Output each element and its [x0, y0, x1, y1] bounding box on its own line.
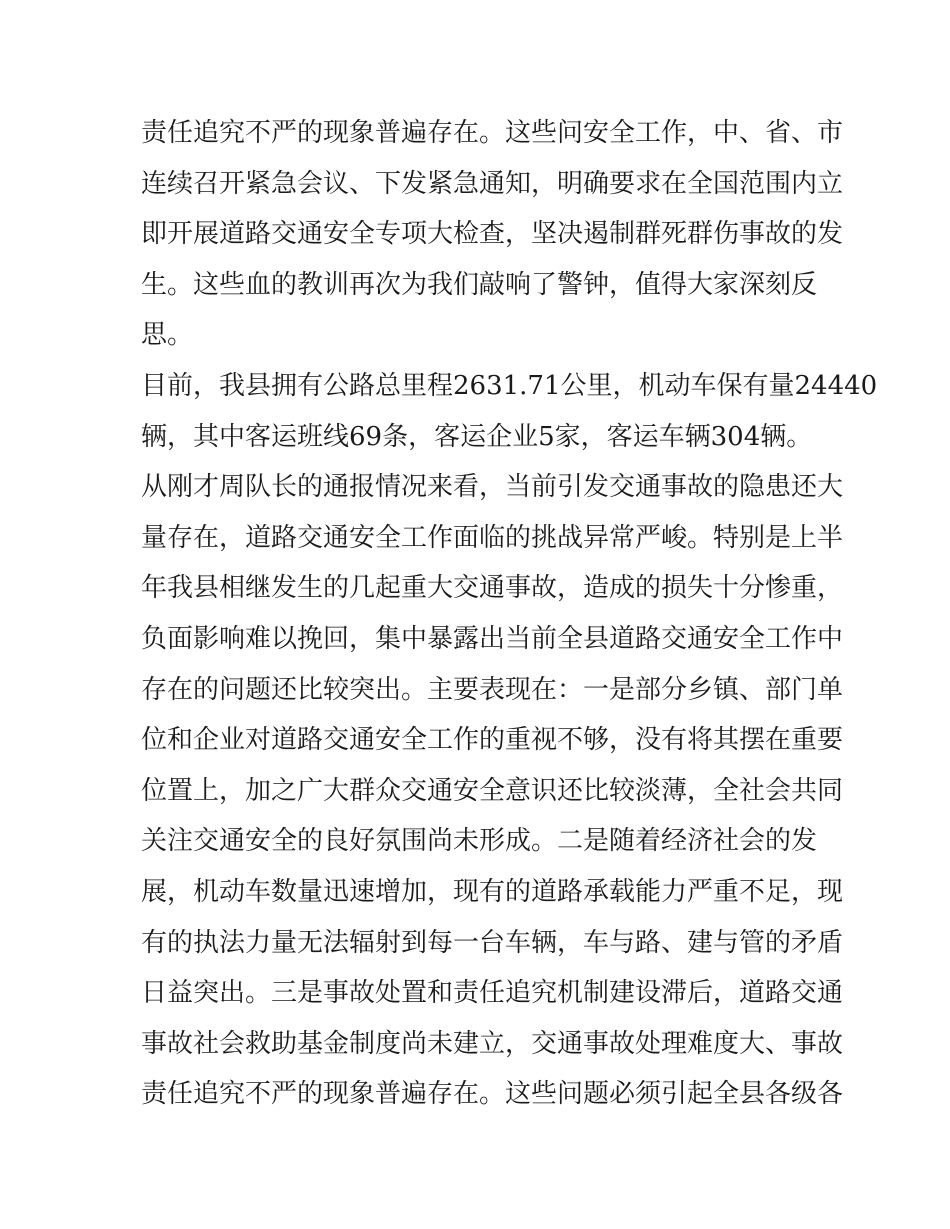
text-line: 事故社会救助基金制度尚未建立，交通事故处理难度大、事故	[141, 1028, 844, 1059]
text-line: 位置上，加之广大群众交通安全意识还比较淡薄，全社会共同	[141, 775, 844, 806]
text-line: 量存在，道路交通安全工作面临的挑战异常严峻。特别是上半	[141, 522, 844, 553]
text-line: 思。	[141, 320, 194, 351]
text-line: 有的执法力量无法辐射到每一台车辆，车与路、建与管的矛盾	[141, 927, 844, 958]
text-line: 辆，其中客运班线69条，客运企业5家，客运车辆304辆。	[141, 421, 813, 452]
text-line: 责任追究不严的现象普遍存在。这些问题必须引起全县各级各	[141, 1079, 844, 1110]
text-line: 责任追究不严的现象普遍存在。这些问安全工作，中、省、市	[141, 118, 844, 148]
text-line: 存在的问题还比较突出。主要表现在：一是部分乡镇、部门单	[141, 674, 844, 705]
body-text	[141, 108, 878, 1120]
text-line: 关注交通安全的良好氛围尚未形成。二是随着经济社会的发	[141, 826, 818, 857]
text-line: 日益突出。三是事故处置和责任追究机制建设滞后，道路交通	[141, 978, 844, 1009]
text-line: 展，机动车数量迅速增加，现有的道路承载能力严重不足，现	[141, 876, 844, 907]
text-line: 连续召开紧急会议、下发紧急通知，明确要求在全国范围内立	[141, 168, 844, 199]
text-line: 从刚才周队长的通报情况来看，当前引发交通事故的隐患还大	[141, 472, 844, 503]
text-line: 目前，我县拥有公路总里程2631.71公里，机动车保有量24440	[141, 370, 878, 401]
text-line: 负面影响难以挽回，集中暴露出当前全县道路交通安全工作中	[141, 623, 844, 654]
text-line: 年我县相继发生的几起重大交通事故，造成的损失十分惨重，	[141, 573, 844, 604]
text-line: 位和企业对道路交通安全工作的重视不够，没有将其摆在重要	[141, 725, 844, 756]
text-line: 即开展道路交通安全专项大检查，坚决遏制群死群伤事故的发	[141, 219, 844, 250]
text-line: 生。这些血的教训再次为我们敲响了警钟，值得大家深刻反	[141, 269, 818, 300]
